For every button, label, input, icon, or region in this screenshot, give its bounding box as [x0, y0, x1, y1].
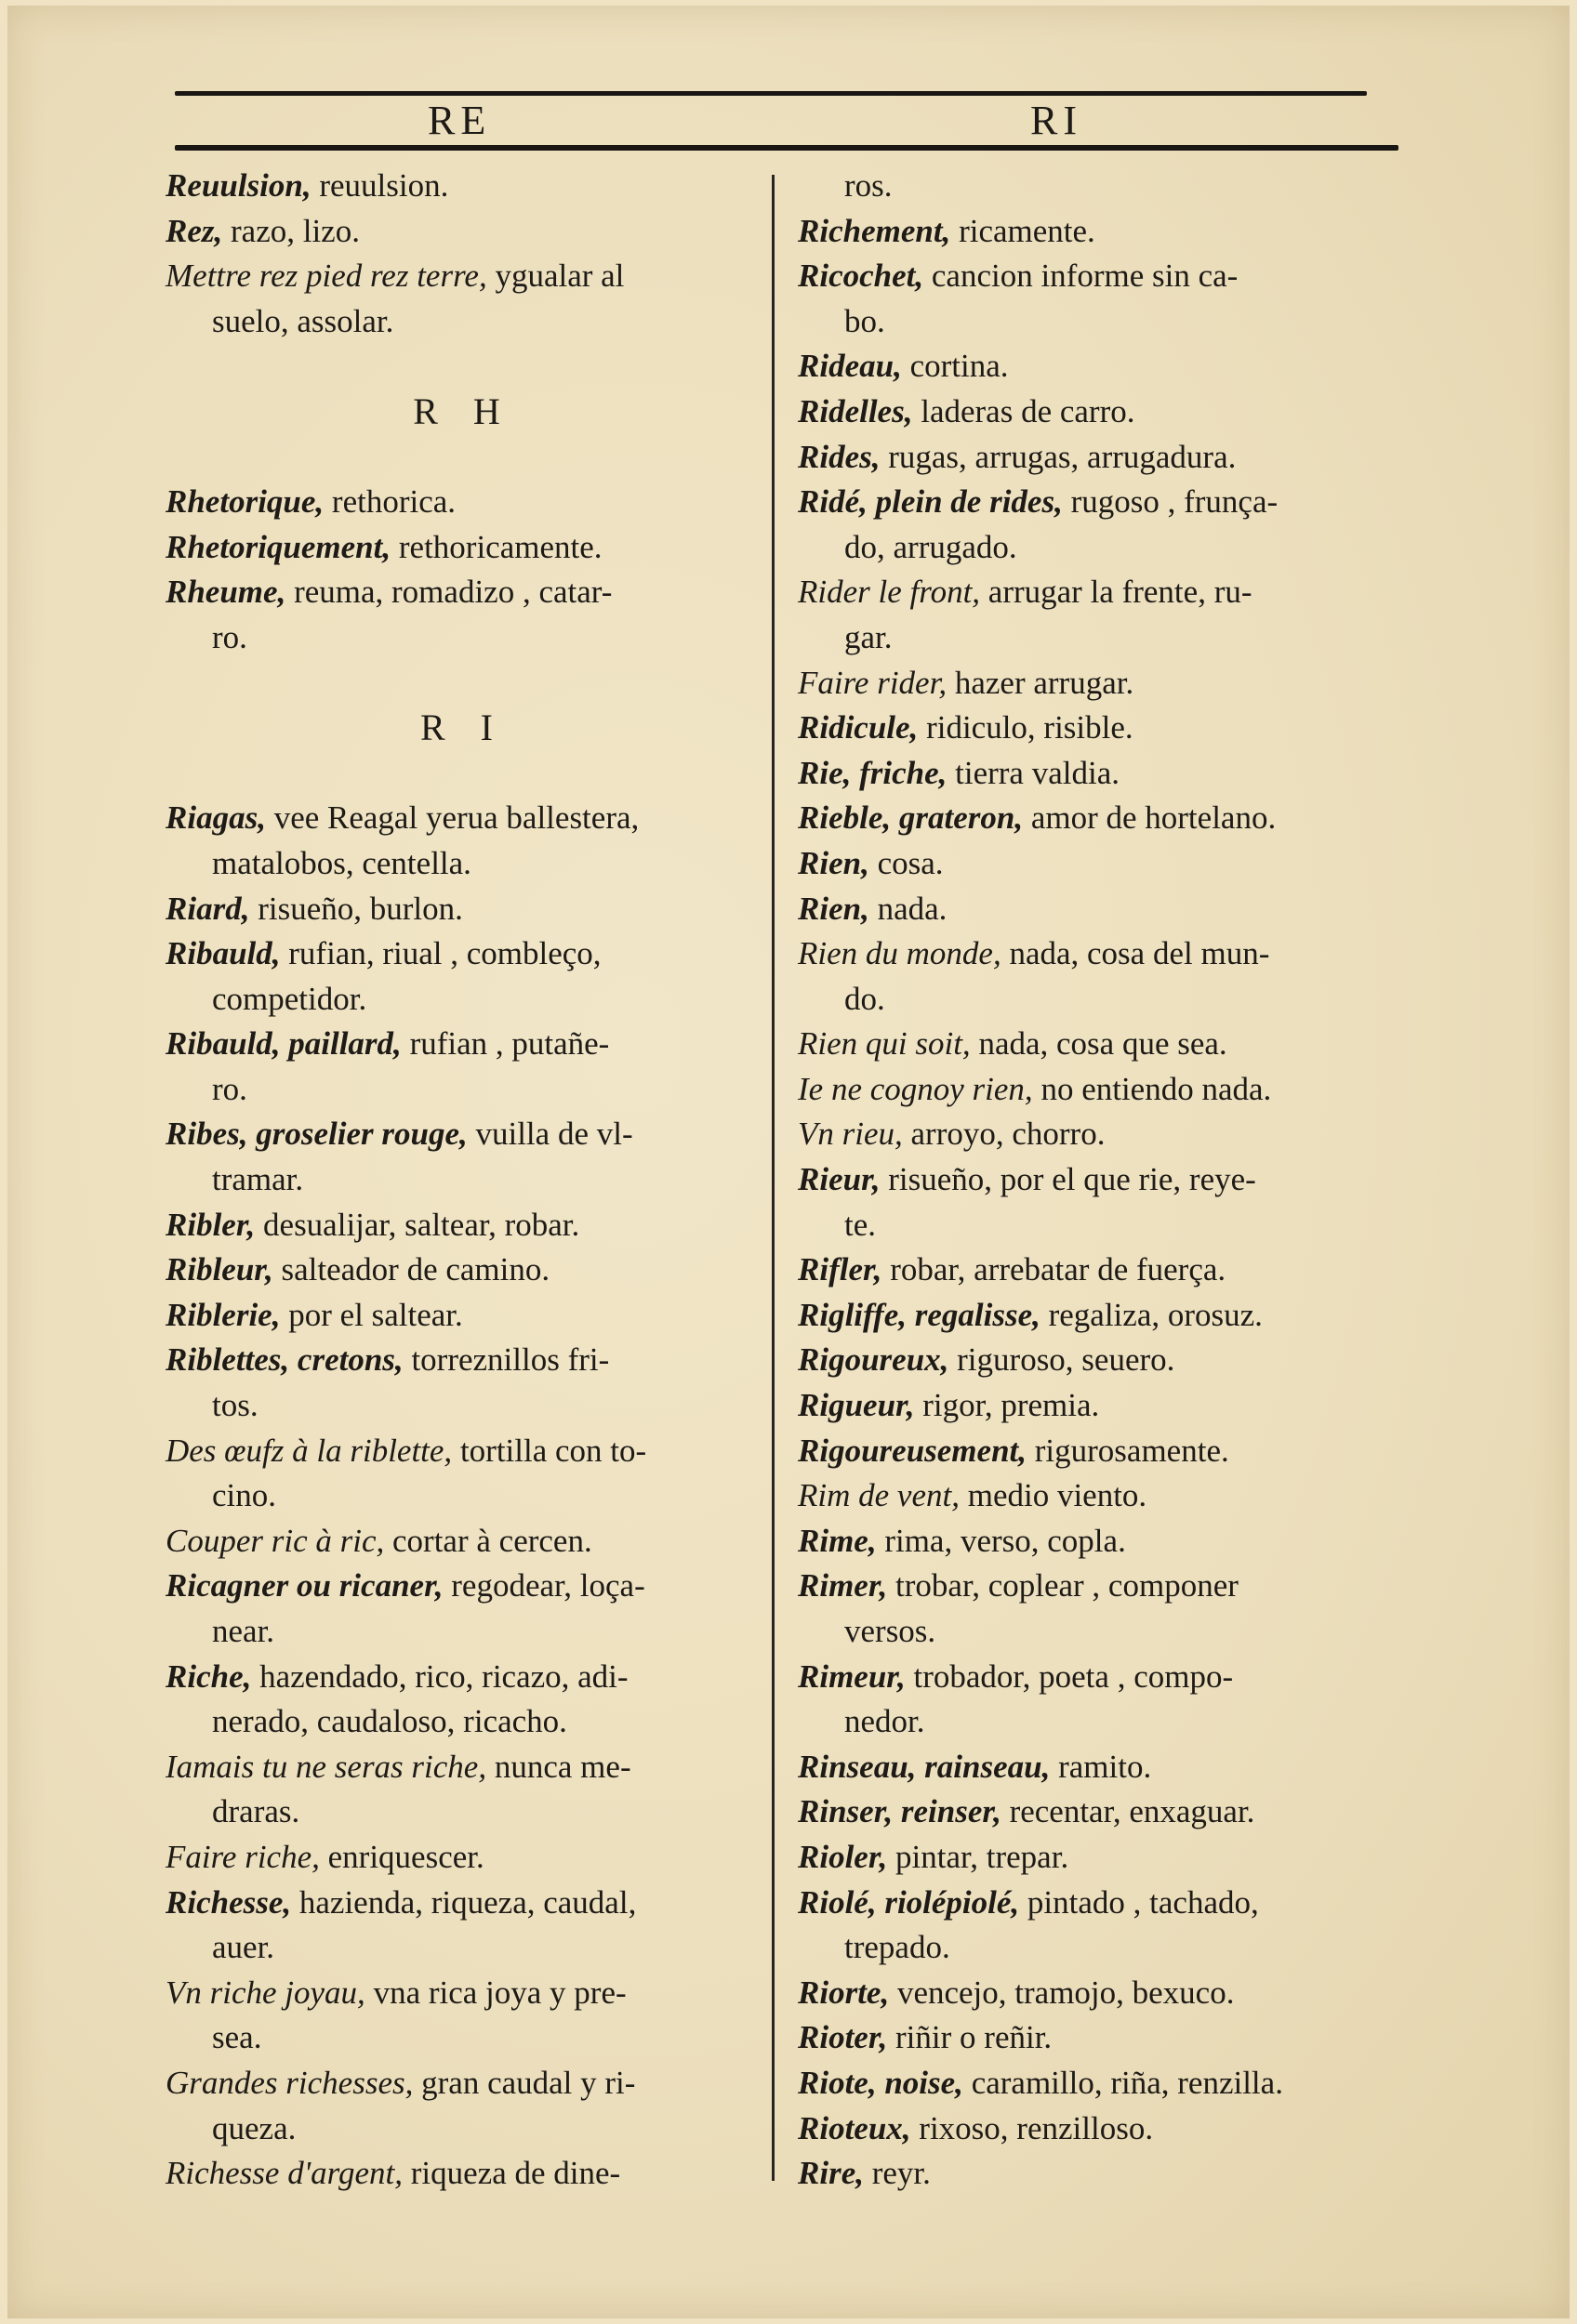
entry-definition: reuma, romadizo , catar- [285, 574, 613, 611]
entry-headword: Rides, [798, 438, 881, 475]
entry-definition: razo, lizo. [222, 212, 360, 249]
dictionary-entry [798, 1112, 1393, 1157]
top-rule [175, 91, 1367, 96]
dictionary-entry [798, 1338, 1393, 1383]
entry-phrase: Vn rieu, [798, 1116, 903, 1153]
dictionary-entry [798, 570, 1393, 615]
dictionary-entry [798, 209, 1393, 255]
entry-headword: Ribauld, paillard, [166, 1025, 402, 1063]
entry-headword: Ridé, plein de rides, [798, 483, 1063, 521]
entry-headword: Rigueur, [798, 1387, 915, 1424]
dictionary-entry [166, 1022, 761, 1067]
entry-phrase: Faire rider, [798, 664, 948, 701]
dictionary-entry [798, 931, 1393, 977]
entry-headword: Riote, noise, [798, 2064, 963, 2101]
entry-definition: rugas, arrugas, arrugadura. [880, 438, 1237, 475]
entry-definition: rugoso , frunça- [1062, 483, 1279, 521]
section-heading: R I [420, 706, 506, 749]
entry-headword: Rhetoriquement, [166, 528, 391, 565]
entry-phrase: Vn riche joyau, [166, 1974, 365, 2011]
dictionary-entry [798, 1248, 1393, 1293]
blank-line [166, 344, 761, 390]
entry-definition: vna rica joya y pre- [364, 1974, 627, 2011]
dictionary-entry [166, 209, 761, 255]
entry-headword: Ribler, [166, 1206, 256, 1243]
dictionary-entry [166, 2151, 761, 2197]
entry-headword: Riagas, [166, 799, 266, 837]
dictionary-entry [798, 661, 1393, 706]
dictionary-entry [798, 1473, 1393, 1519]
entry-definition: hazienda, riqueza, caudal, [291, 1883, 637, 1921]
blank-line [166, 435, 761, 481]
dictionary-entry [166, 164, 761, 209]
entry-definition: rigor, premia. [914, 1387, 1100, 1424]
entry-definition: vencejo, tramojo, bexuco. [889, 1974, 1235, 2011]
dictionary-entry [166, 1248, 761, 1293]
entry-definition: rethorica. [324, 483, 457, 521]
entry-definition: pintado , tachado, [1019, 1883, 1259, 1921]
entry-phrase: Rien qui soit, [798, 1025, 971, 1063]
entry-phrase: Iamais tu ne seras riche, [166, 1748, 487, 1785]
dictionary-entry [798, 1293, 1393, 1339]
entry-continuation: cino. [212, 1477, 277, 1514]
entry-definition: gran caudal y ri- [413, 2064, 636, 2101]
entry-definition: reyr. [863, 2155, 931, 2192]
right-column [798, 164, 1393, 2197]
entry-headword: Rien, [798, 844, 869, 881]
dictionary-entry [166, 2061, 761, 2106]
entry-headword: Richesse, [166, 1883, 292, 1921]
dictionary-entry [166, 1881, 761, 1926]
entry-headword: Ridicule, [798, 709, 919, 746]
entry-definition: rufian, riual , combleço, [280, 935, 602, 972]
entry-definition: arrugar la frente, ru- [980, 574, 1252, 611]
entry-definition: no entiendo nada. [1032, 1070, 1272, 1107]
entry-continuation: near. [212, 1613, 275, 1649]
entry-continuation: tos. [212, 1387, 258, 1424]
section-heading: R H [413, 390, 513, 432]
entry-continuation: tramar. [212, 1161, 304, 1198]
entry-definition: nada, cosa que sea. [970, 1025, 1227, 1063]
entry-headword: Rifler, [798, 1251, 882, 1288]
dictionary-entry [798, 390, 1393, 435]
dictionary-entry [166, 1112, 761, 1157]
dictionary-entry [798, 1519, 1393, 1565]
entry-definition: torreznillos fri- [403, 1341, 610, 1379]
entry-definition: laderas de carro. [912, 392, 1135, 429]
entry-headword: Ridelles, [798, 392, 913, 429]
dictionary-entry [798, 2151, 1393, 2197]
dictionary-entry [798, 1022, 1393, 1067]
entry-headword: Rimer, [798, 1567, 888, 1604]
dictionary-entry [798, 344, 1393, 390]
entry-definition: ridiculo, risible. [918, 709, 1133, 746]
entry-headword: Riche, [166, 1657, 252, 1695]
dictionary-entry [798, 2061, 1393, 2106]
entry-definition: riqueza de dine- [403, 2155, 621, 2192]
dictionary-entry [798, 2015, 1393, 2061]
entry-definition: risueño, burlon. [249, 890, 463, 927]
entry-definition: robar, arrebatar de fuerça. [881, 1251, 1226, 1288]
entry-continuation: ro. [212, 1070, 247, 1107]
entry-continuation: bo. [844, 302, 885, 339]
entry-continuation: versos. [844, 1613, 936, 1649]
entry-continuation: do. [844, 980, 885, 1017]
entry-definition: rigurosamente. [1027, 1432, 1229, 1469]
entry-headword: Richement, [798, 212, 951, 249]
entry-definition: riguroso, seuero. [948, 1341, 1175, 1379]
entry-phrase: Rien du monde, [798, 935, 1001, 972]
entry-headword: Rioter, [798, 2019, 888, 2056]
dictionary-entry [798, 1383, 1393, 1429]
entry-headword: Ribleur, [166, 1251, 273, 1288]
dictionary-entry [166, 1429, 761, 1474]
entry-definition: hazer arrugar. [947, 664, 1134, 701]
entry-continuation: sea. [212, 2019, 262, 2056]
entry-continuation: competidor. [212, 980, 367, 1017]
dictionary-entry [166, 931, 761, 977]
dictionary-entry [798, 1971, 1393, 2016]
dictionary-entry [798, 435, 1393, 481]
dictionary-entry [166, 1293, 761, 1339]
entry-definition: enriquescer. [319, 1838, 484, 1875]
entry-definition: cosa. [868, 844, 944, 881]
entry-headword: Rien, [798, 890, 869, 927]
entry-headword: Ricagner ou ricaner, [166, 1567, 444, 1604]
entry-phrase: Rim de vent, [798, 1477, 960, 1514]
dictionary-entry [166, 1338, 761, 1383]
entry-phrase: Faire riche, [166, 1838, 320, 1875]
entry-headword: Rieble, grateron, [798, 799, 1024, 837]
dictionary-entry [166, 1971, 761, 2016]
dictionary-page [7, 6, 1570, 2318]
entry-phrase: Rider le front, [798, 574, 981, 611]
entry-definition: ramito. [1050, 1748, 1152, 1785]
dictionary-entry [798, 1429, 1393, 1474]
entry-headword: Rigoureusement, [798, 1432, 1027, 1469]
dictionary-entry [798, 1655, 1393, 1700]
entry-continuation: auer. [212, 1929, 275, 1966]
entry-headword: Ricochet, [798, 257, 924, 295]
dictionary-entry [166, 1519, 761, 1565]
blank-line [166, 751, 761, 797]
dictionary-entry [798, 254, 1393, 299]
entry-headword: Rinseau, rainseau, [798, 1748, 1051, 1785]
entry-headword: Rieur, [798, 1161, 881, 1198]
entry-continuation: nerado, caudaloso, ricacho. [212, 1703, 567, 1740]
entry-headword: Rhetorique, [166, 483, 325, 521]
dictionary-entry [798, 1835, 1393, 1881]
entry-headword: Rie, friche, [798, 754, 948, 791]
entry-phrase: Mettre rez pied rez terre, [166, 257, 487, 295]
entry-continuation: queza. [212, 2109, 297, 2146]
entry-definition: tierra valdia. [947, 754, 1120, 791]
entry-headword: Riorte, [798, 1974, 890, 2011]
dictionary-entry [798, 1564, 1393, 1609]
entry-definition: nada. [868, 890, 948, 927]
entry-continuation: ros. [844, 167, 893, 204]
entry-definition: recentar, enxaguar. [1001, 1793, 1255, 1830]
dictionary-entry [166, 254, 761, 299]
entry-phrase: Couper ric à ric, [166, 1522, 385, 1559]
entry-definition: nunca me- [486, 1748, 631, 1785]
entry-definition: cortar à cercen. [384, 1522, 592, 1559]
dictionary-entry [166, 1655, 761, 1700]
entry-definition: risueño, por el que rie, reye- [880, 1161, 1256, 1198]
entry-definition: riñir o reñir. [887, 2019, 1053, 2056]
entry-headword: Rigliffe, regalisse, [798, 1296, 1040, 1333]
entry-definition: rixoso, renzilloso. [910, 2109, 1154, 2146]
dictionary-entry [798, 1745, 1393, 1790]
dictionary-entry [798, 1881, 1393, 1926]
entry-definition: trobar, coplear , componer [887, 1567, 1239, 1604]
entry-continuation: draras. [212, 1793, 300, 1830]
dictionary-entry [166, 1835, 761, 1881]
entry-definition: ygualar al [486, 257, 625, 295]
entry-headword: Ribauld, [166, 935, 281, 972]
dictionary-entry [166, 1564, 761, 1609]
dictionary-entry [798, 1157, 1393, 1203]
entry-headword: Rioteux, [798, 2109, 911, 2146]
entry-headword: Rheume, [166, 574, 286, 611]
entry-headword: Riblerie, [166, 1296, 281, 1333]
entry-definition: caramillo, riña, renzilla. [962, 2064, 1283, 2101]
entry-continuation: suelo, assolar. [212, 302, 394, 339]
entry-headword: Rigoureux, [798, 1341, 949, 1379]
entry-continuation: ro. [212, 618, 247, 655]
entry-definition: rethoricamente. [391, 528, 603, 565]
blank-line [166, 661, 761, 706]
entry-phrase: Des œufz à la riblette, [166, 1432, 453, 1469]
entry-definition: vuilla de vl- [467, 1116, 633, 1153]
entry-definition: cancion informe sin ca- [923, 257, 1239, 295]
entry-phrase: Grandes richesses, [166, 2064, 414, 2101]
entry-continuation: matalobos, centella. [212, 844, 471, 881]
dictionary-entry [798, 751, 1393, 797]
entry-definition: arroyo, chorro. [902, 1116, 1106, 1153]
dictionary-entry [798, 841, 1393, 887]
dictionary-entry [798, 706, 1393, 751]
dictionary-entry [166, 480, 761, 525]
column-divider [772, 175, 775, 2181]
entry-headword: Riolé, riolépiolé, [798, 1883, 1020, 1921]
entry-definition: vee Reagal yerua ballestera, [265, 799, 640, 837]
entry-headword: Rideau, [798, 348, 902, 385]
entry-definition: regodear, loça- [443, 1567, 645, 1604]
entry-headword: Rinser, reinser, [798, 1793, 1001, 1830]
dictionary-entry [798, 1067, 1393, 1113]
entry-continuation: trepado. [844, 1929, 950, 1966]
entry-continuation: te. [844, 1206, 877, 1243]
entry-phrase: Ie ne cognoy rien, [798, 1070, 1033, 1107]
entry-continuation: gar. [844, 618, 893, 655]
entry-definition: cortina. [901, 348, 1009, 385]
entry-definition: nada, cosa del mun- [1001, 935, 1270, 972]
dictionary-entry [166, 570, 761, 615]
entry-definition: por el saltear. [280, 1296, 463, 1333]
entry-headword: Reuulsion, [166, 167, 311, 204]
running-head-right: RI [1030, 98, 1082, 143]
dictionary-entry [798, 796, 1393, 841]
entry-continuation: nedor. [844, 1703, 925, 1740]
entry-headword: Ribes, groselier rouge, [166, 1116, 468, 1153]
entry-definition: amor de hortelano. [1023, 799, 1277, 837]
dictionary-entry [166, 1203, 761, 1248]
dictionary-entry [798, 887, 1393, 932]
dictionary-entry [798, 1789, 1393, 1835]
dictionary-entry [798, 2106, 1393, 2152]
entry-definition: medio viento. [959, 1477, 1147, 1514]
entry-definition: regaliza, orosuz. [1040, 1296, 1263, 1333]
left-column [166, 164, 761, 2197]
running-head-left: RE [428, 98, 492, 143]
entry-headword: Rire, [798, 2155, 864, 2192]
entry-headword: Riblettes, cretons, [166, 1341, 404, 1379]
header-rule [175, 145, 1398, 151]
entry-definition: rima, verso, copla. [876, 1522, 1126, 1559]
entry-headword: Rimeur, [798, 1657, 906, 1695]
entry-definition: desualijar, saltear, robar. [255, 1206, 580, 1243]
entry-continuation: do, arrugado. [844, 528, 1017, 565]
entry-headword: Rez, [166, 212, 223, 249]
entry-definition: pintar, trepar. [887, 1838, 1069, 1875]
entry-definition: trobador, poeta , compo- [905, 1657, 1234, 1695]
entry-headword: Riard, [166, 890, 250, 927]
dictionary-entry [166, 525, 761, 571]
entry-definition: reuulsion. [311, 167, 449, 204]
dictionary-entry [166, 1745, 761, 1790]
entry-definition: hazendado, rico, ricazo, adi- [251, 1657, 629, 1695]
dictionary-entry [798, 480, 1393, 525]
dictionary-entry [166, 887, 761, 932]
entry-phrase: Richesse d'argent, [166, 2155, 404, 2192]
entry-definition: salteador de camino. [272, 1251, 550, 1288]
dictionary-entry [166, 796, 761, 841]
entry-headword: Rioler, [798, 1838, 888, 1875]
entry-definition: ricamente. [950, 212, 1095, 249]
entry-definition: rufian , putañe- [401, 1025, 610, 1063]
entry-headword: Rime, [798, 1522, 877, 1559]
entry-definition: tortilla con to- [452, 1432, 647, 1469]
